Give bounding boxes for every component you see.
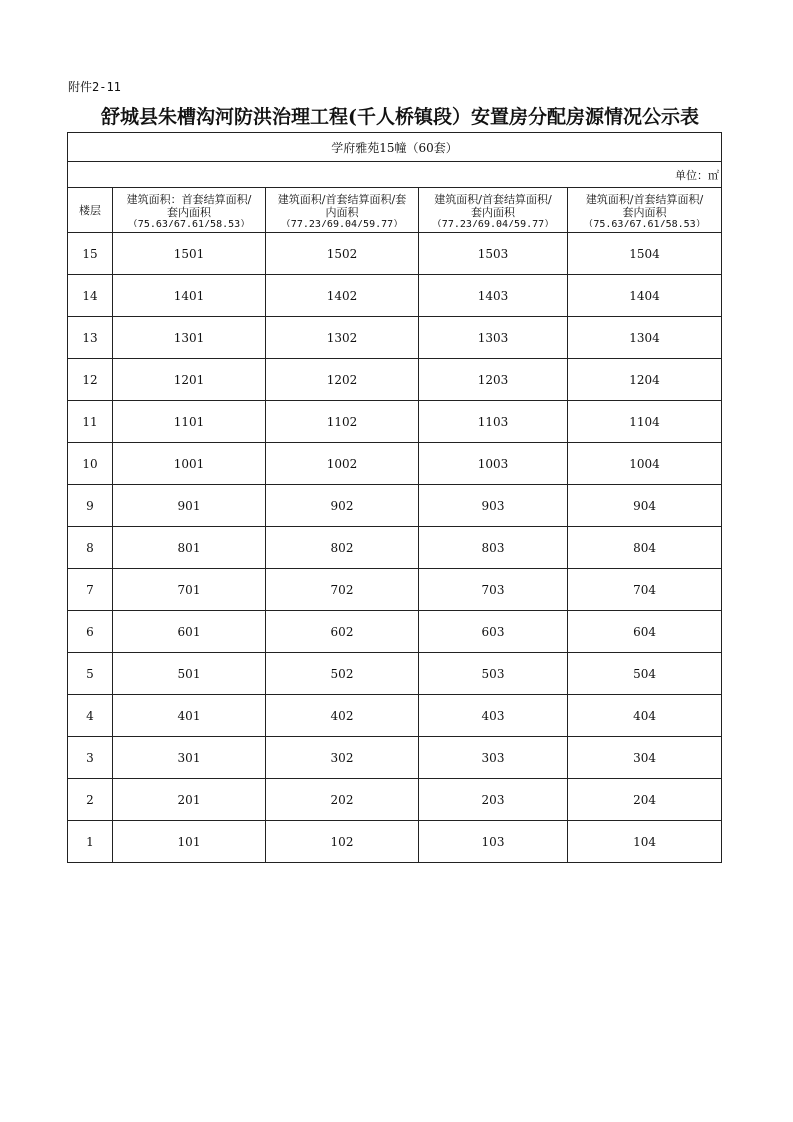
building-subtitle: 学府雅苑15幢（60套） [68,133,722,162]
unit-number-cell: 404 [568,695,722,737]
table-row [68,737,722,779]
floor-cell: 10 [68,443,113,485]
column-header-1-areas: （75.63/67.61/58.53） [127,219,251,227]
unit-number-cell: 1504 [568,233,722,275]
unit-number-cell: 1001 [113,443,266,485]
floor-cell: 6 [68,611,113,653]
unit-number-cell: 103 [419,821,568,863]
unit-number-cell: 603 [419,611,568,653]
unit-number-cell: 403 [419,695,568,737]
unit-number-cell: 1103 [419,401,568,443]
column-header-4 [568,188,722,233]
table-row [68,527,722,569]
table-row [68,653,722,695]
table-row [68,401,722,443]
unit-number-cell: 904 [568,485,722,527]
table-row [68,485,722,527]
unit-number-cell: 1004 [568,443,722,485]
unit-number-cell: 503 [419,653,568,695]
unit-number-cell: 601 [113,611,266,653]
column-header-2 [266,188,419,233]
unit-number-cell: 303 [419,737,568,779]
unit-number-cell: 704 [568,569,722,611]
floor-cell: 7 [68,569,113,611]
unit-number-cell: 1302 [266,317,419,359]
unit-number-cell: 702 [266,569,419,611]
unit-number-cell: 803 [419,527,568,569]
table-row [68,779,722,821]
unit-number-cell: 1404 [568,275,722,317]
floor-cell: 4 [68,695,113,737]
unit-number-cell: 804 [568,527,722,569]
annex-label: 附件2-11 [68,80,121,94]
column-header-1-line1: 建筑面积：首套结算面积/ [126,193,252,206]
unit-number-cell: 302 [266,737,419,779]
unit-number-cell: 201 [113,779,266,821]
column-header-2-areas: （77.23/69.04/59.77） [280,219,404,227]
table-row [68,275,722,317]
unit-number-cell: 902 [266,485,419,527]
unit-number-cell: 1102 [266,401,419,443]
unit-number-cell: 1403 [419,275,568,317]
floor-cell: 15 [68,233,113,275]
floor-cell: 9 [68,485,113,527]
floor-cell: 1 [68,821,113,863]
unit-number-cell: 801 [113,527,266,569]
unit-number-cell: 101 [113,821,266,863]
page-title: 舒城县朱槽沟河防洪治理工程(千人桥镇段）安置房分配房源情况公示表 [101,106,699,128]
unit-number-cell: 1503 [419,233,568,275]
column-header-3 [419,188,568,233]
column-header-2-line2: 内面积 [325,206,359,219]
unit-number-cell: 104 [568,821,722,863]
floor-cell: 2 [68,779,113,821]
floor-cell: 13 [68,317,113,359]
unit-number-cell: 903 [419,485,568,527]
floor-cell: 3 [68,737,113,779]
unit-number-cell: 1204 [568,359,722,401]
column-header-2-line1: 建筑面积/首套结算面积/套 [277,193,407,206]
floor-cell: 5 [68,653,113,695]
unit-number-cell: 504 [568,653,722,695]
floor-cell: 8 [68,527,113,569]
table-row [68,569,722,611]
unit-number-cell: 204 [568,779,722,821]
unit-number-cell: 502 [266,653,419,695]
table-row [68,443,722,485]
unit-number-cell: 701 [113,569,266,611]
floor-cell: 12 [68,359,113,401]
unit-number-cell: 602 [266,611,419,653]
unit-label: 单位：㎡ [68,162,722,188]
column-header-1-line2: 套内面积 [167,206,211,219]
unit-number-cell: 1104 [568,401,722,443]
column-header-4-line2: 套内面积 [622,206,667,219]
unit-number-cell: 1501 [113,233,266,275]
floor-cell: 11 [68,401,113,443]
table-row [68,821,722,863]
unit-number-cell: 301 [113,737,266,779]
unit-number-cell: 1202 [266,359,419,401]
table-row [68,359,722,401]
column-header-3-areas: （77.23/69.04/59.77） [431,219,555,227]
allocation-table [67,132,722,863]
unit-number-cell: 402 [266,695,419,737]
column-header-1 [113,188,266,233]
unit-number-cell: 1304 [568,317,722,359]
unit-number-cell: 1003 [419,443,568,485]
unit-number-cell: 401 [113,695,266,737]
table-row [68,695,722,737]
column-header-4-line1: 建筑面积/首套结算面积/ [585,193,704,206]
unit-number-cell: 501 [113,653,266,695]
floor-cell: 14 [68,275,113,317]
unit-number-cell: 203 [419,779,568,821]
unit-number-cell: 1002 [266,443,419,485]
unit-number-cell: 802 [266,527,419,569]
table-row [68,611,722,653]
column-header-3-line1: 建筑面积/首套结算面积/ [434,193,552,206]
unit-number-cell: 102 [266,821,419,863]
unit-number-cell: 1402 [266,275,419,317]
unit-number-cell: 703 [419,569,568,611]
floor-header: 楼层 [68,188,113,233]
unit-number-cell: 604 [568,611,722,653]
unit-number-cell: 1303 [419,317,568,359]
unit-number-cell: 1401 [113,275,266,317]
unit-number-cell: 901 [113,485,266,527]
table-row [68,317,722,359]
unit-number-cell: 1101 [113,401,266,443]
unit-number-cell: 304 [568,737,722,779]
table-header-row [68,188,722,233]
unit-number-cell: 1301 [113,317,266,359]
table-row [68,233,722,275]
unit-number-cell: 1203 [419,359,568,401]
column-header-3-line2: 套内面积 [471,206,515,219]
unit-number-cell: 1502 [266,233,419,275]
column-header-4-areas: （75.63/67.61/58.53） [583,219,706,227]
unit-number-cell: 202 [266,779,419,821]
unit-number-cell: 1201 [113,359,266,401]
